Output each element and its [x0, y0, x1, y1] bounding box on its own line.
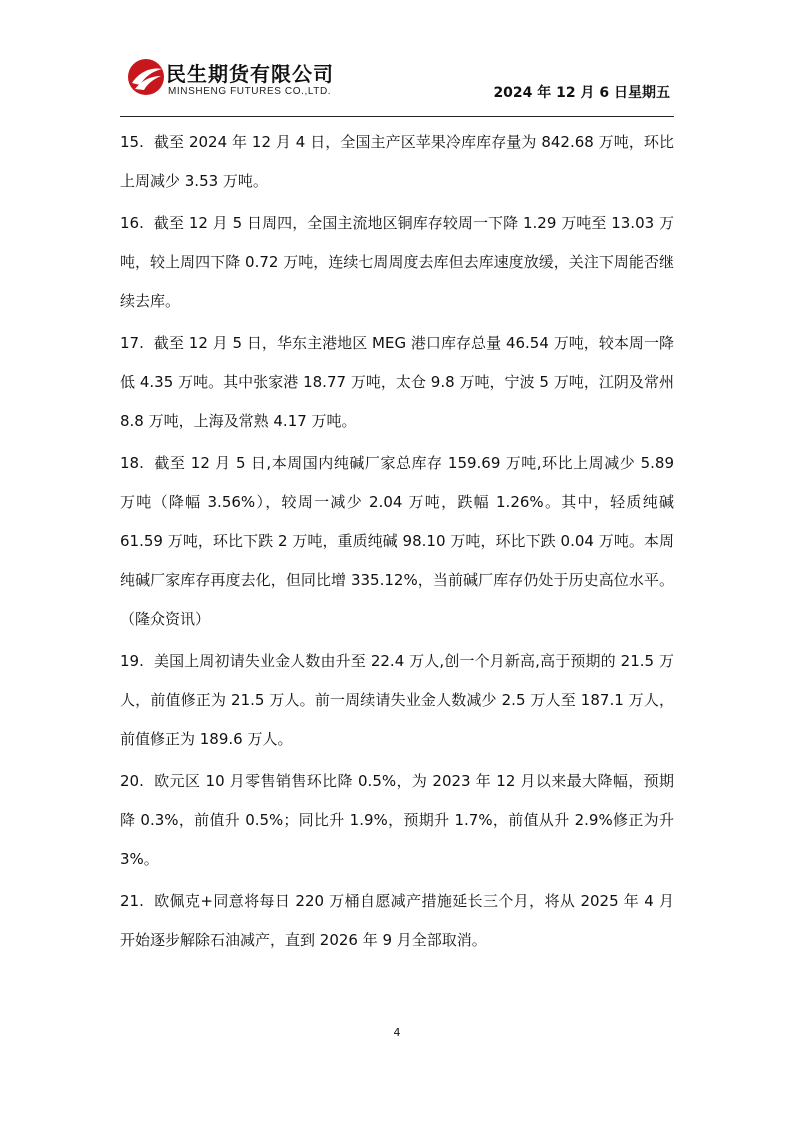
item-number: 18. [120, 454, 144, 472]
item-number: 19. [120, 652, 144, 670]
item-text: 截至 2024 年 12 月 4 日，全国主产区苹果冷库库存量为 842.68 万吨，环比上周减少 3.53 万吨。 [120, 133, 674, 190]
news-item-16 [120, 204, 674, 321]
report-date: 2024 年 12 月 6 日星期五 [493, 85, 670, 101]
company-name-cn: 民生期货有限公司 [166, 62, 334, 86]
item-number: 15. [120, 133, 144, 151]
item-text: 美国上周初请失业金人数由升至 22.4 万人,创一个月新高,高于预期的 21.5 万人，前值修正为 21.5 万人。前一周续请失业金人数减少 2.5 万人至 187.1 万人，前值修正为 189.6 万人。 [120, 652, 674, 748]
page-header [120, 52, 674, 118]
item-text: 截至 12 月 5 日周四，全国主流地区铜库存较周一下降 1.29 万吨至 13.03 万吨，较上周四下降 0.72 万吨，连续七周周度去库但去库速度放缓，关注下周能否继续去库。 [120, 214, 674, 310]
minsheng-logo-icon [126, 57, 166, 97]
header-divider [120, 116, 674, 117]
news-item-17 [120, 324, 674, 441]
news-item-21 [120, 882, 674, 960]
news-item-18 [120, 444, 674, 639]
page-number: 4 [393, 1026, 401, 1039]
news-item-20 [120, 762, 674, 879]
item-number: 21. [120, 892, 144, 910]
item-text: 欧佩克+同意将每日 220 万桶自愿减产措施延长三个月，将从 2025 年 4 月开始逐步解除石油减产，直到 2026 年 9 月全部取消。 [120, 892, 674, 949]
news-list [120, 123, 674, 963]
news-item-19 [120, 642, 674, 759]
item-text: 截至 12 月 5 日,本周国内纯碱厂家总库存 159.69 万吨,环比上周减少 5.89 万吨（降幅 3.56%），较周一减少 2.04 万吨，跌幅 1.26%。其中，轻质纯碱 61.59 万吨，环比下跌 2 万吨，重质纯碱 98.10 万吨，环比下跌 0.04 万吨。本周纯碱厂家库存再度去化，但同比增 335.12%，当前碱厂库存仍处于历史高位水平。（隆众资讯） [120, 454, 674, 628]
item-number: 16. [120, 214, 144, 232]
item-text: 截至 12 月 5 日，华东主港地区 MEG 港口库存总量 46.54 万吨，较本周一降低 4.35 万吨。其中张家港 18.77 万吨，太仓 9.8 万吨，宁波 5 万吨，江阴及常州 8.8 万吨，上海及常熟 4.17 万吨。 [120, 334, 674, 430]
news-item-15 [120, 123, 674, 201]
company-name-en: MINSHENG FUTURES CO.,LTD. [168, 86, 332, 97]
item-number: 17. [120, 334, 144, 352]
item-text: 欧元区 10 月零售销售环比降 0.5%，为 2023 年 12 月以来最大降幅，预期降 0.3%，前值升 0.5%；同比升 1.9%，预期升 1.7%，前值从升 2.9%修正为升 3%。 [120, 772, 674, 868]
item-number: 20. [120, 772, 144, 790]
